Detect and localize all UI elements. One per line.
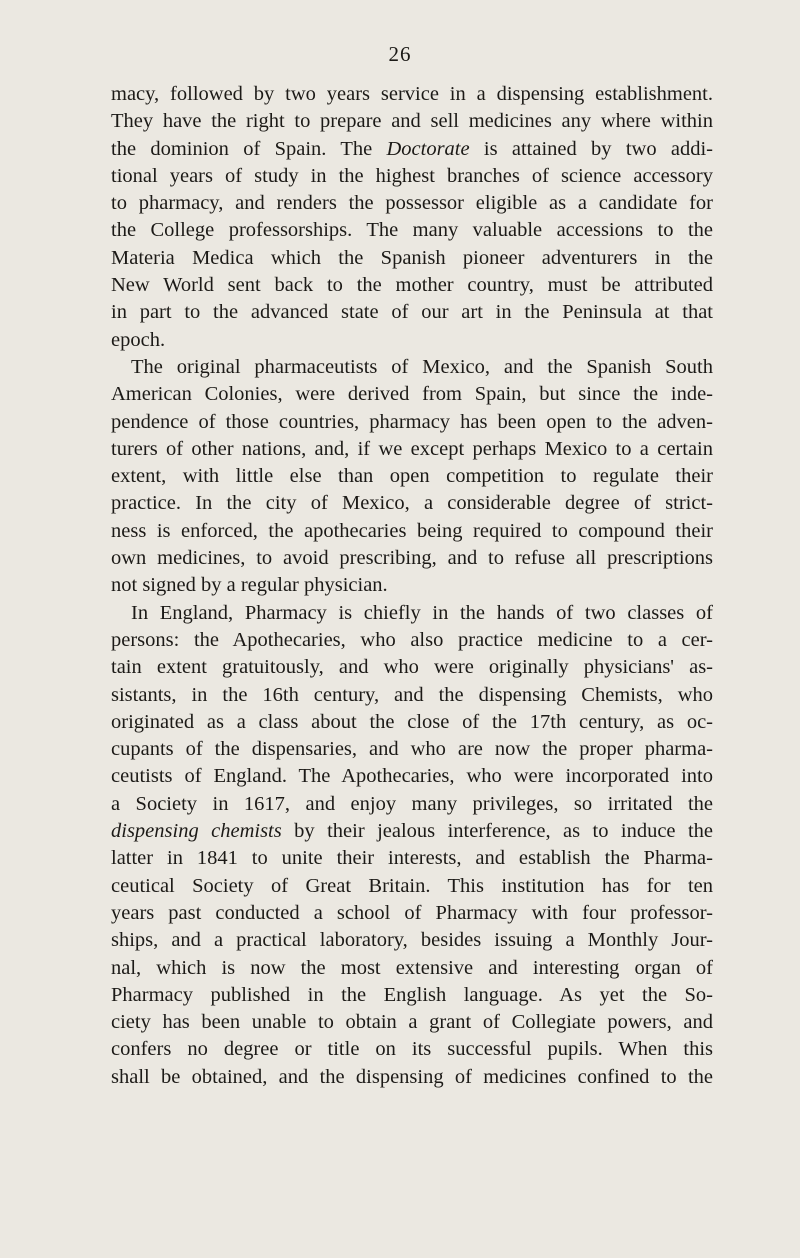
paragraph-start: In England, Pharmacy is chiefly in the hands of two classes of bbox=[131, 601, 713, 624]
text-line: Pharmacy published in the English language. As yet the So- bbox=[111, 983, 713, 1006]
text-line: latter in 1841 to unite their interests, and establish the Pharma- bbox=[111, 847, 713, 870]
text-line: a Society in 1617, and enjoy many privileges, so irritated the bbox=[111, 792, 713, 815]
paragraph-start: The original pharmaceutists of Mexico, and the Spanish South bbox=[131, 355, 713, 378]
text-line: pendence of those countries, pharmacy has been open to the adven- bbox=[111, 410, 713, 433]
text-line: They have the right to prepare and sell medicines any where within bbox=[111, 110, 713, 133]
text-line: tional years of study in the highest branches of science accessory bbox=[111, 164, 713, 187]
text-line: New World sent back to the mother country, must be attributed bbox=[111, 274, 713, 297]
text-line: turers of other nations, and, if we except perhaps Mexico to a certain bbox=[111, 437, 713, 460]
text-line: not signed by a regular physician. bbox=[111, 574, 388, 597]
text-line: ness is enforced, the apothecaries being required to compound their bbox=[111, 519, 713, 542]
text-line: to pharmacy, and renders the possessor eligible as a candidate for bbox=[111, 192, 713, 215]
text-line: shall be obtained, and the dispensing of medicines confined to the bbox=[111, 1065, 713, 1088]
text-line: nal, which is now the most extensive and interesting organ of bbox=[111, 956, 713, 979]
italic-term: Doctorate bbox=[386, 137, 470, 160]
text-line: the College professorships. The many valuable accessions to the bbox=[111, 219, 713, 242]
text-line: sistants, in the 16th century, and the dispensing Chemists, who bbox=[111, 683, 713, 706]
text-line: in part to the advanced state of our art in the Peninsula at that bbox=[111, 301, 713, 324]
text-line: macy, followed by two years service in a dispensing establishment. bbox=[111, 83, 713, 105]
page-number: 26 bbox=[388, 42, 412, 66]
text-line: ships, and a practical laboratory, besides issuing a Monthly Jour- bbox=[111, 929, 713, 952]
text-line: confers no degree or title on its successful pupils. When this bbox=[111, 1038, 713, 1061]
text-line: ceutical Society of Great Britain. This institution has for ten bbox=[111, 874, 713, 897]
text-line: own medicines, to avoid prescribing, and to refuse all prescriptions bbox=[111, 547, 713, 570]
text-line: originated as a class about the close of the 17th century, as oc- bbox=[111, 710, 713, 733]
text-line: persons: the Apothecaries, who also practice medicine to a cer- bbox=[111, 628, 713, 651]
text-line: epoch. bbox=[111, 328, 166, 351]
text-line: years past conducted a school of Pharmacy with four professor- bbox=[111, 901, 713, 924]
text-line: American Colonies, were derived from Spain, but since the inde- bbox=[111, 383, 713, 406]
text-line: dispensing chemists by their jealous interference, as to induce the bbox=[111, 820, 713, 843]
body-text bbox=[111, 81, 713, 1091]
text-line: cupants of the dispensaries, and who are now the proper pharma- bbox=[111, 738, 713, 761]
text-line: the dominion of Spain. The Doctorate is attained by two addi- bbox=[111, 137, 713, 160]
text-line: ciety has been unable to obtain a grant of Collegiate powers, and bbox=[111, 1011, 713, 1034]
italic-term: dispensing chemists bbox=[111, 820, 282, 843]
text-line: ceutists of England. The Apothecaries, who were incorporated into bbox=[111, 765, 713, 788]
text-line: practice. In the city of Mexico, a considerable degree of strict- bbox=[111, 492, 713, 515]
text-line: Materia Medica which the Spanish pioneer adventurers in the bbox=[111, 246, 713, 269]
text-line: tain extent gratuitously, and who were originally physicians' as- bbox=[111, 656, 713, 679]
text-line: extent, with little else than open competition to regulate their bbox=[111, 465, 713, 488]
